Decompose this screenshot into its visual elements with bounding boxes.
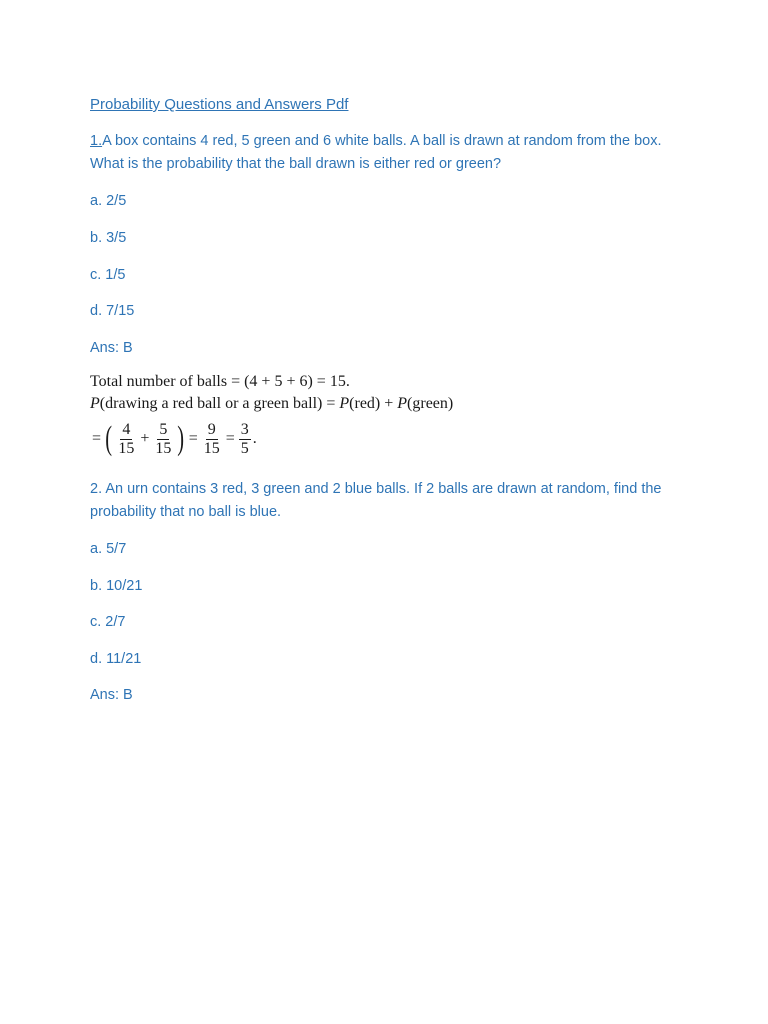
fraction: $\frac{4}{15}$ <box>118 420 135 457</box>
fraction: $\frac{5}{15}$ <box>155 420 172 457</box>
question-1-text: A box contains 4 red, 5 green and 6 white balls. A ball is drawn at random from the box. What is the probability that the ball drawn is either red or green? <box>90 133 662 172</box>
question-1-option-d: d. 7/15 <box>90 303 135 319</box>
fraction: $\frac{9}{15}$ <box>203 420 220 457</box>
question-1-answer: Ans: B <box>90 340 133 356</box>
question-1-option-b: b. 3/5 <box>90 230 127 246</box>
question-1-option-a: a. 2/5 <box>90 193 127 209</box>
question-1 <box>90 130 690 176</box>
question-2-option-a: a. 5/7 <box>90 541 127 557</box>
question-1-number: 1. <box>90 133 103 149</box>
document-title: Probability Questions and Answers Pdf <box>90 96 349 113</box>
question-2: 2. An urn contains 3 red, 3 green and 2 blue balls. If 2 balls are drawn at random, find the probability that no ball is blue. <box>90 481 662 520</box>
question-2-answer: Ans: B <box>90 687 133 703</box>
fraction: $\frac{3}{5}$ <box>240 420 249 457</box>
solution-equation: = ( $\frac{4}{15}$ + $\frac{5}{15}$ ) = $\frac{9}{15}$ = $\frac{3}{5}$ . <box>92 420 257 457</box>
question-1-option-c: c. 1/5 <box>90 267 126 283</box>
question-2-option-d: d. 11/21 <box>90 651 142 667</box>
solution-line-probability: P(drawing a red ball or a green ball) = P(red) + P(green) <box>90 395 454 412</box>
solution-line-total: Total number of balls = (4 + 5 + 6) = 15. <box>90 373 350 390</box>
question-2-option-b: b. 10/21 <box>90 578 143 594</box>
question-2-option-c: c. 2/7 <box>90 614 126 630</box>
